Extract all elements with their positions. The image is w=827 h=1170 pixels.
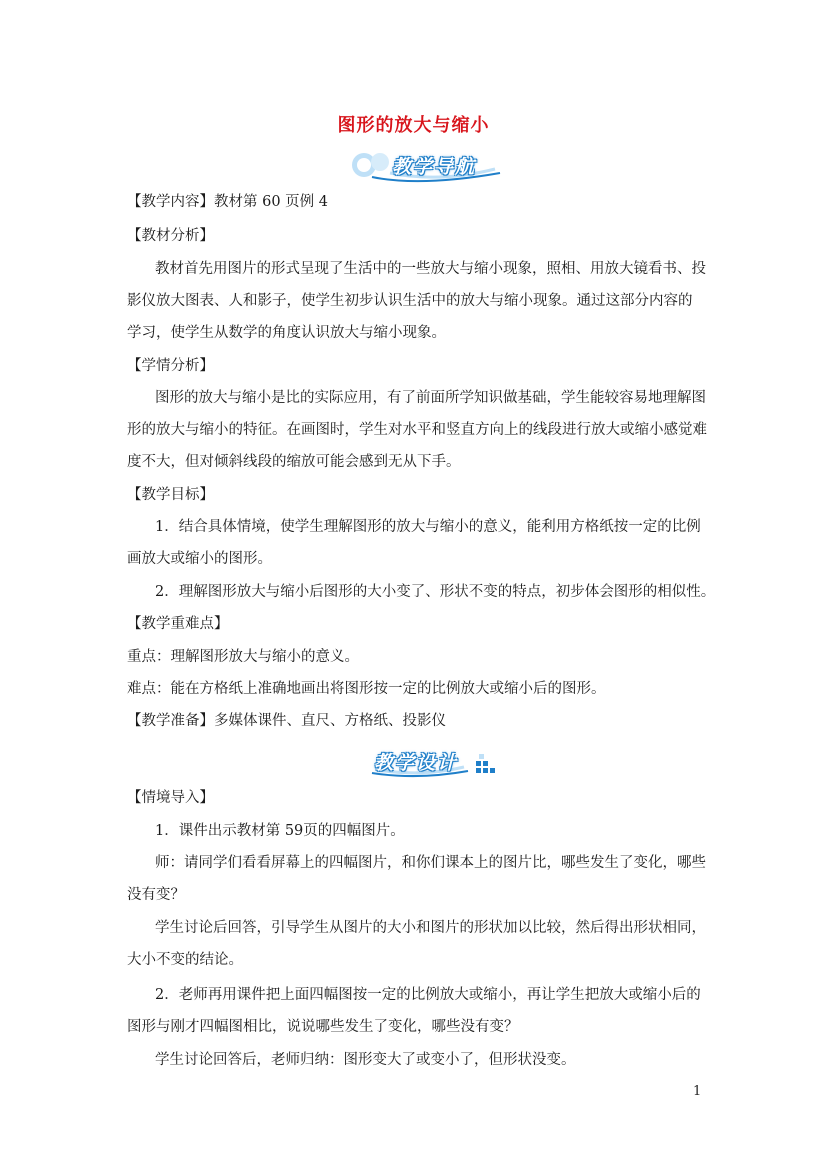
text-line: 【教学准备】多媒体课件、直尺、方格纸、投影仪 xyxy=(127,713,446,729)
text-line: 学生讨论回答后，老师归纳：图形变大了或变小了，但形状没变。 xyxy=(155,1052,576,1068)
text-line: 大小不变的结论。 xyxy=(127,952,243,968)
text-line: 图形与刚才四幅图相比，说说哪些发生了变化，哪些没有变？ xyxy=(127,1019,519,1035)
text-line: 师：请同学们看看屏幕上的四幅图片，和你们课本上的图片比，哪些发生了变化，哪些 xyxy=(155,855,706,871)
section-heading: 【教材分析】 xyxy=(127,228,214,244)
text-line: 1．课件出示教材第 59页的四幅图片。 xyxy=(155,823,405,839)
section-banner-teaching-guide xyxy=(350,147,502,187)
text-line: 度不大，但对倾斜线段的缩放可能会感到无从下手。 xyxy=(127,454,461,470)
text-line: 形的放大与缩小的特征。在画图时，学生对水平和竖直方向上的线段进行放大或缩小感觉难 xyxy=(127,422,707,438)
text-line: 2．理解图形放大与缩小后图形的大小变了、形状不变的特点，初步体会图形的相似性。 xyxy=(155,584,716,600)
text-line: 影仪放大图表、人和影子，使学生初步认识生活中的放大与缩小现象。通过这部分内容的 xyxy=(127,293,693,309)
text-line: 教材首先用图片的形式呈现了生活中的一些放大与缩小现象，照相、用放大镜看书、投 xyxy=(155,261,706,277)
text-line: 2．老师再用课件把上面四幅图按一定的比例放大或缩小，再让学生把放大或缩小后的 xyxy=(155,987,701,1003)
banner-title: 教学设计 xyxy=(374,752,459,774)
banner-title: 教学导航 xyxy=(392,156,477,178)
text-line: 学生讨论后回答，引导学生从图片的大小和图片的形状加以比较，然后得出形状相同， xyxy=(155,920,706,936)
section-heading: 【教学重难点】 xyxy=(127,616,229,632)
section-banner-teaching-design xyxy=(368,743,496,781)
page-number: 1 xyxy=(693,1084,702,1099)
section-heading: 【学情分析】 xyxy=(127,358,214,374)
text-line: 学习，使学生从数学的角度认识放大与缩小现象。 xyxy=(127,325,446,341)
section-heading: 【教学目标】 xyxy=(127,487,214,503)
text-line: 重点：理解图形放大与缩小的意义。 xyxy=(127,649,359,665)
text-line: 画放大或缩小的图形。 xyxy=(127,551,272,567)
text-line: 【教学内容】教材第 60 页例 4 xyxy=(127,194,329,210)
section-heading: 【情境导入】 xyxy=(127,790,214,806)
text-line: 难点：能在方格纸上准确地画出将图形按一定的比例放大或缩小后的图形。 xyxy=(127,681,606,697)
text-line: 没有变？ xyxy=(127,887,185,903)
text-line: 图形的放大与缩小是比的实际应用，有了前面所学知识做基础，学生能较容易地理解图 xyxy=(155,390,706,406)
text-line: 1．结合具体情境，使学生理解图形的放大与缩小的意义，能利用方格纸按一定的比例 xyxy=(155,519,701,535)
page-title: 图形的放大与缩小 xyxy=(337,115,490,136)
